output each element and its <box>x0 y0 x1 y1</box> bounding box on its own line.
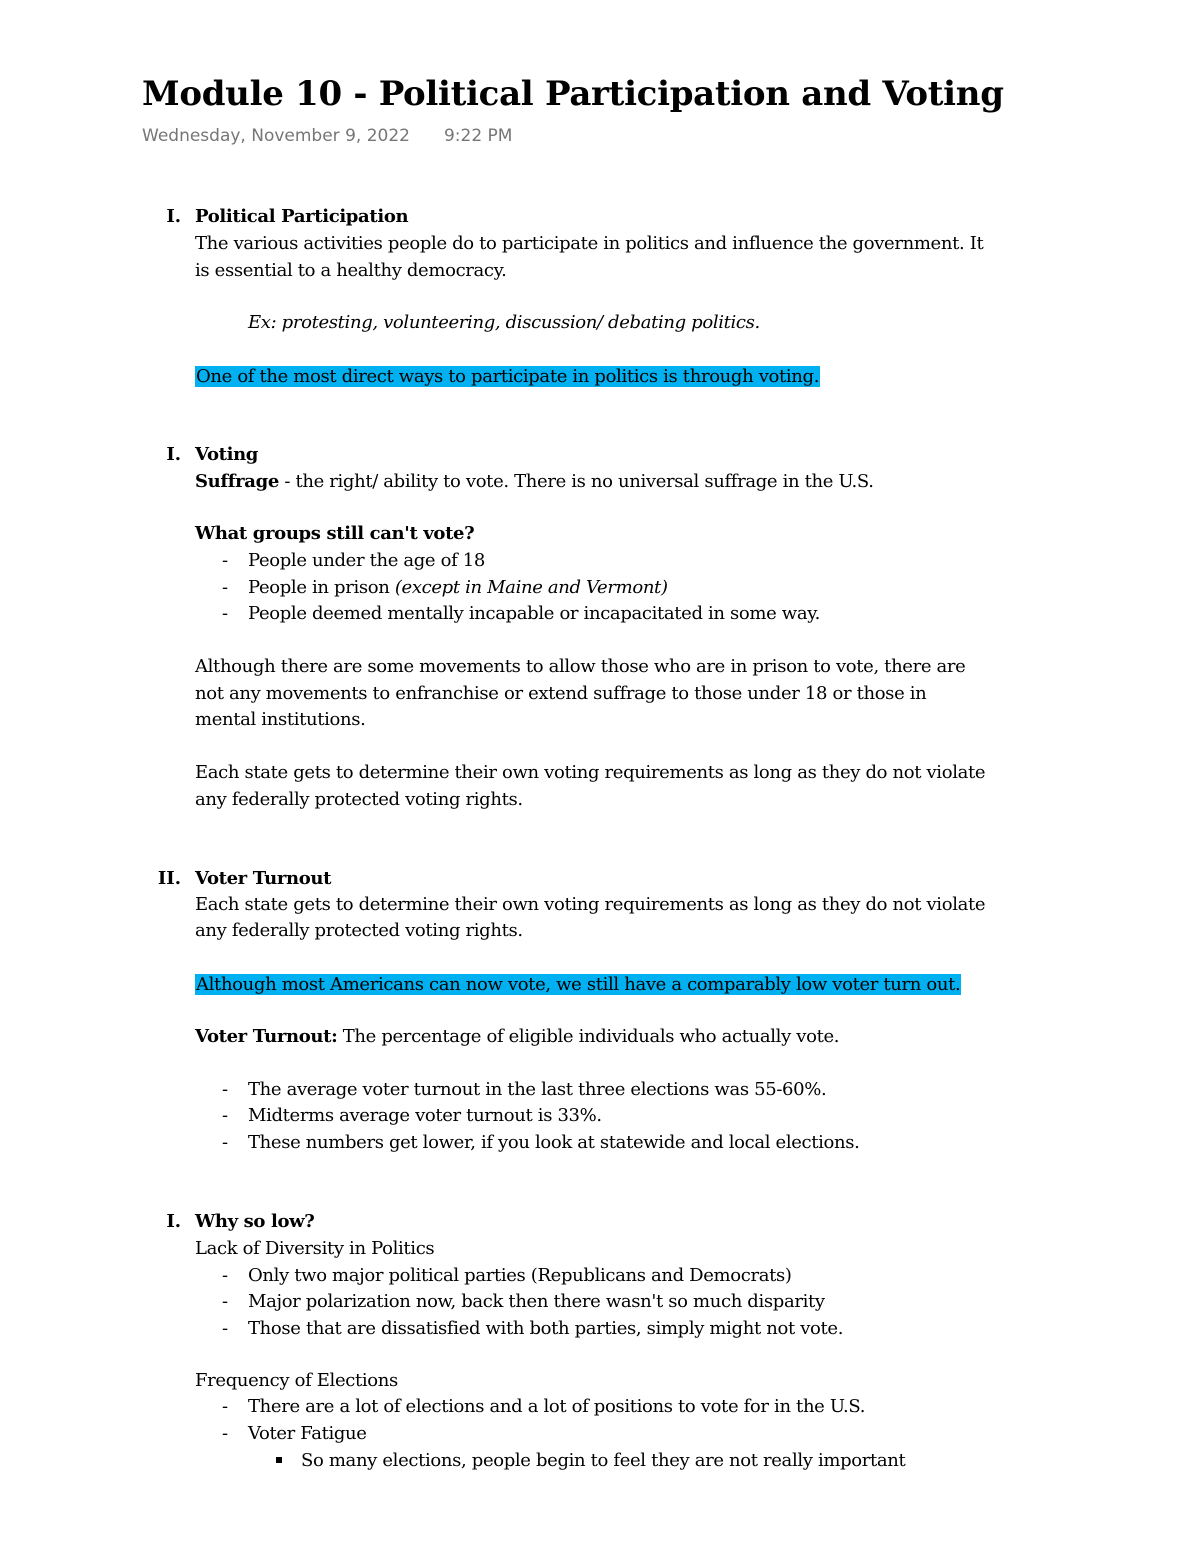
definition-term: Voter Turnout: <box>195 1026 338 1047</box>
body-line: mental institutions. <box>195 709 366 730</box>
dash-bullet: - <box>222 1423 229 1444</box>
page-title: Module 10 - Political Participation and Voting <box>142 74 1004 114</box>
body-line: any federally protected voting rights. <box>195 789 523 810</box>
list-item: People under the age of 18 <box>248 550 485 571</box>
body-line: Each state gets to determine their own voting requirements as long as they do not violate <box>195 762 986 783</box>
highlight-line <box>195 971 961 998</box>
section-heading-why-so-low: Why so low? <box>195 1211 315 1232</box>
dash-bullet: - <box>222 1105 229 1126</box>
dash-bullet: - <box>222 577 229 598</box>
dash-bullet: - <box>222 550 229 571</box>
list-item: People deemed mentally incapable or incapacitated in some way. <box>248 603 821 624</box>
dash-bullet: - <box>222 1265 229 1286</box>
definition-text: The percentage of eligible individuals who actually vote. <box>337 1026 840 1047</box>
list-item: These numbers get lower, if you look at statewide and local elections. <box>248 1132 860 1153</box>
voter-turnout-definition <box>195 1023 839 1050</box>
body-line: Although there are some movements to allow those who are in prison to vote, there are <box>195 656 966 677</box>
section-numeral: II. <box>157 868 181 889</box>
example-line: Ex: protesting, volunteering, discussion/ debating politics. <box>248 312 760 333</box>
list-item: Major polarization now, back then there wasn't so much disparity <box>248 1291 825 1312</box>
section-heading-political-participation: Political Participation <box>195 206 409 227</box>
list-item-text: People in prison <box>248 577 395 598</box>
highlighted-text: One of the most direct ways to participate in politics is through voting. <box>196 366 820 387</box>
suffrage-definition <box>195 468 874 495</box>
dash-bullet: - <box>222 1079 229 1100</box>
note-time: 9:22 PM <box>443 126 513 146</box>
nested-list-item: So many elections, people begin to feel they are not really important <box>301 1450 906 1471</box>
list-item: Voter Fatigue <box>248 1423 367 1444</box>
highlighted-text: Although most Americans can now vote, we still have a comparably low voter turn out. <box>196 974 961 995</box>
list-item: Midterms average voter turnout is 33%. <box>248 1105 602 1126</box>
subheading: Frequency of Elections <box>195 1370 398 1391</box>
dash-bullet: - <box>222 1396 229 1417</box>
prison-exception-note: (except in Maine and Vermont) <box>394 577 668 598</box>
body-line: is essential to a healthy democracy. <box>195 260 507 281</box>
dash-bullet: - <box>222 1291 229 1312</box>
body-line: The various activities people do to participate in politics and influence the government. It <box>195 233 984 254</box>
note-timestamp <box>142 124 512 148</box>
suffrage-text: - the right/ ability to vote. There is no universal suffrage in the U.S. <box>278 471 874 492</box>
dash-bullet: - <box>222 1318 229 1339</box>
section-heading-voting: Voting <box>195 444 259 465</box>
section-numeral: I. <box>166 206 181 227</box>
suffrage-term: Suffrage <box>195 471 279 492</box>
section-numeral: I. <box>166 444 181 465</box>
body-line: Each state gets to determine their own voting requirements as long as they do not violate <box>195 894 986 915</box>
highlight-line <box>195 363 820 390</box>
body-line: any federally protected voting rights. <box>195 920 523 941</box>
note-date: Wednesday, November 9, 2022 <box>142 126 410 146</box>
section-numeral: I. <box>166 1211 181 1232</box>
dash-bullet: - <box>222 1132 229 1153</box>
body-line: not any movements to enfranchise or extend suffrage to those under 18 or those in <box>195 683 927 704</box>
section-heading-voter-turnout: Voter Turnout <box>195 868 332 889</box>
square-bullet-icon <box>276 1457 282 1463</box>
list-item: There are a lot of elections and a lot of positions to vote for in the U.S. <box>248 1396 866 1417</box>
list-item <box>248 574 668 601</box>
question-heading: What groups still can't vote? <box>195 523 475 544</box>
list-item: The average voter turnout in the last three elections was 55-60%. <box>248 1079 827 1100</box>
dash-bullet: - <box>222 603 229 624</box>
list-item: Those that are dissatisfied with both parties, simply might not vote. <box>248 1318 844 1339</box>
subheading: Lack of Diversity in Politics <box>195 1238 435 1259</box>
list-item: Only two major political parties (Republicans and Democrats) <box>248 1265 792 1286</box>
